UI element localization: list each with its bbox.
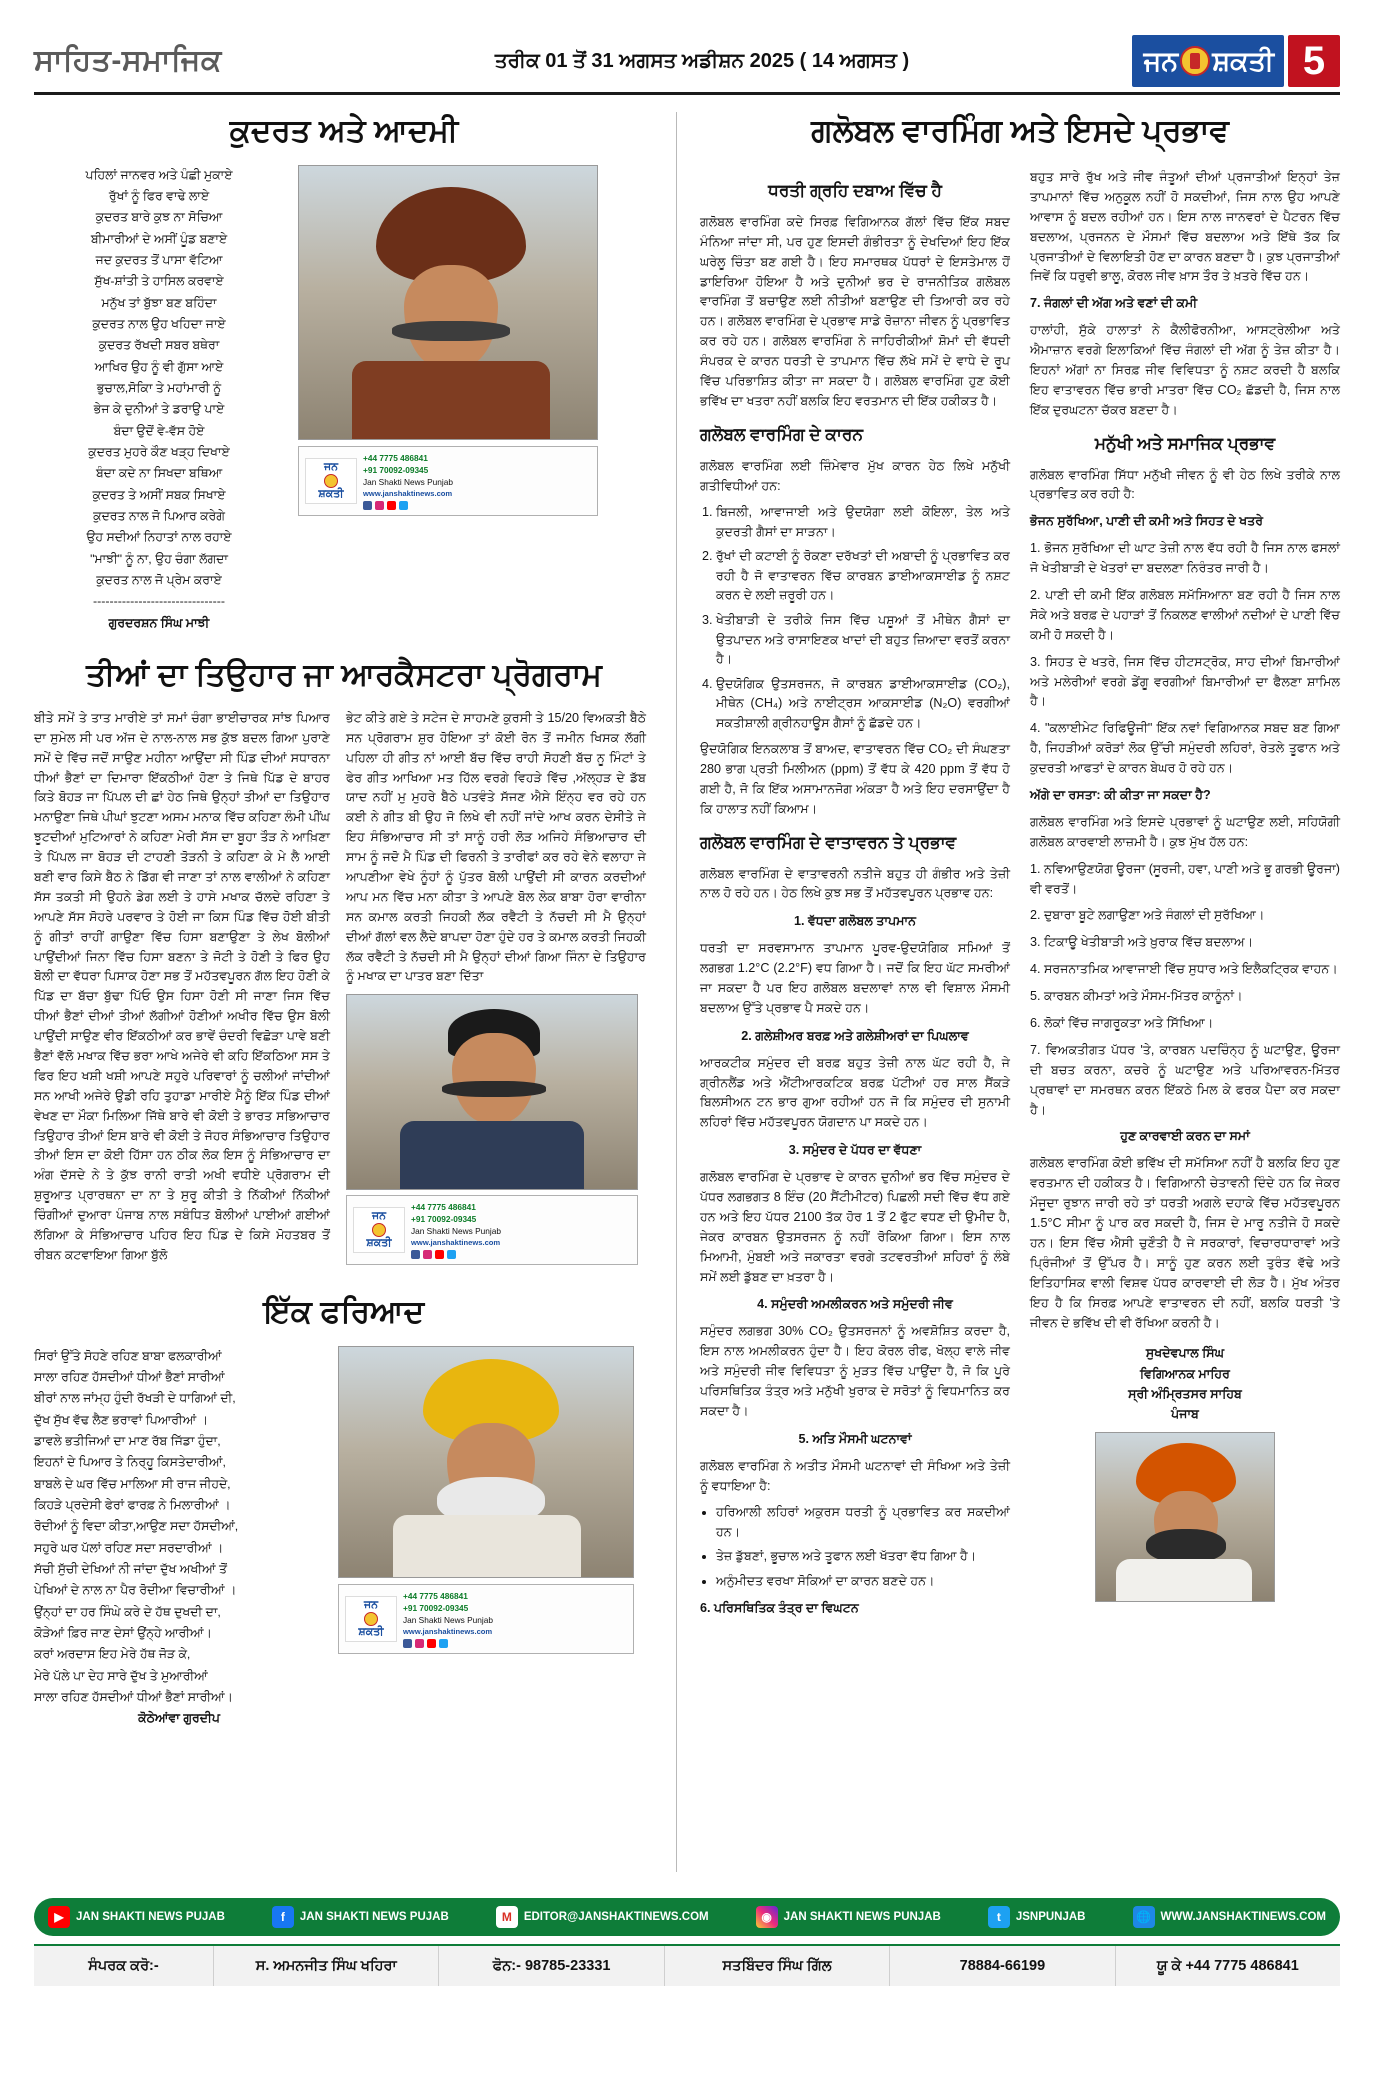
- list-item: • ਅਨੁੰਮੀਦਤ ਵਰਖਾ ਸੋਕਿਆਂ ਦਾ ਕਾਰਨ ਬਣਦੇ ਹਨ।: [716, 1572, 1010, 1592]
- poem-line: ਬੰਦਾ ਕਦੇ ਨਾ ਸਿਖਦਾ ਬਥਿਆ: [95, 466, 223, 481]
- article-1-byline: ਗੁਰਦਰਸ਼ਨ ਸਿੰਘ ਮਾਝੀ: [108, 615, 210, 630]
- health-subhead: ਭੋਜਨ ਸੁਰੱਖਿਆ, ਪਾਣੀ ਦੀ ਕਮੀ ਅਤੇ ਸਿਹਤ ਦੇ ਖਤਰੇ: [1030, 514, 1264, 529]
- paragraph: 5. ਕਾਰਬਨ ਕੀਮਤਾਂ ਅਤੇ ਮੌਸਮ-ਮਿੱਤਰ ਕਾਨੂੰਨਾਂ।: [1030, 989, 1243, 1004]
- shirt-shape: [352, 361, 550, 440]
- poem-line: ਡਾਵਲੇ ਭਤੀਜਿਆਂ ਦਾ ਮਾਣ ਰੱਬ ਜਿੱਡਾ ਹੁੰਦਾ,: [34, 1433, 221, 1448]
- portrait-illustration: [372, 999, 612, 1189]
- poem-line: ਸਾਲਾ ਰਹਿਣ ਹੱਸਦੀਆਂ ਧੀਆਂ ਭੈਣਾਂ ਸਾਰੀਆਂ।: [34, 1689, 233, 1704]
- effect-3-title: 3. ਸਮੁੰਦਰ ਦੇ ਪੱਧਰ ਦਾ ਵੱਧਣਾ: [788, 1143, 922, 1158]
- instagram-icon[interactable]: [375, 501, 384, 510]
- poem-line: ਸੁੱਖ-ਸ਼ਾਂਤੀ ਤੇ ਹਾਸਿਲ ਕਰਵਾਏ: [94, 274, 224, 289]
- effect-7-title: 7. ਜੰਗਲਾਂ ਦੀ ਅੱਗ ਅਤੇ ਵਣਾਂ ਦੀ ਕਮੀ: [1030, 296, 1198, 311]
- portrait-illustration: [318, 179, 578, 439]
- global-warming-body-mid: [700, 178, 1010, 1618]
- poem-line: ਸਾਲਾ ਰਹਿਣ ਹੱਸਦੀਆਂ ਧੀਆਂ ਭੈਣਾਂ ਸਾਰੀਆਂ: [34, 1369, 225, 1384]
- ad-website[interactable]: www.janshaktinews.com: [363, 488, 453, 498]
- causes-list: [700, 503, 1010, 733]
- poem-line: ਕੁਦਰਤ ਬਾਰੇ ਕੁਝ ਨਾ ਸੋਚਿਆ: [95, 210, 223, 225]
- article-1-ad-card[interactable]: [298, 446, 598, 516]
- moustache-shape: [442, 1081, 546, 1097]
- poem-line: ਰੋਦੀਆਂ ਨੂੰ ਵਿਦਾ ਕੀਤਾ,ਆਉਣ ਸਦਾ ਹੱਸਦੀਆਂ,: [34, 1519, 239, 1534]
- footer-contact-phone-1: ਫੋਨ:- 98785-23331: [439, 1946, 664, 1986]
- page-number: 5: [1288, 35, 1340, 87]
- poem-line: ਕਰਾਂ ਅਰਦਾਸ ਇਹ ਮੇਰੇ ਹੱਥ ਜੋੜ ਕੇ,: [34, 1647, 191, 1662]
- youtube-icon[interactable]: ▶: [48, 1906, 70, 1928]
- poem-line: ਬਾਬਲੇ ਦੇ ਘਰ ਵਿੱਚ ਮਾਲਿਆ ਸੀ ਰਾਜ ਜੀਹਦੇ,: [34, 1476, 231, 1491]
- paragraph: ਬੀਤੇ ਸਮੇਂ ਤੇ ਤਾਤ ਮਾਰੀਏ ਤਾਂ ਸਮਾਂ ਚੰਗਾ ਭਾਈਚਾਰਕ ਸਾਂਝ ਪਿਆਰ ਦਾ ਸੁਮੇਲ ਸੀ ਪਰ ਅੱਜ ਦੇ ਨਾਲ-ਨਾਲ ਸਭ ਕੁੱਝ ਬਦਲ ਗਿਆ ਪੁਰਾਣੇ ਸਮੇਂ ਦੇ ਵਿੱਚ ਜਦੋਂ ਸਾਉਣ ਮਹੀਨਾ ਆਉਂਦਾ ਸੀ ਪਿੰਡ ਦੀਆਂ ਸਧਾਰਨਾ ਧੀਆਂ ਭੈਣਾਂ ਦਾ ਦਿਮਾਰਾ ਇੱਕਠੀਆਂ ਹੋਣਾ ਤੇ ਜਿਥੇ ਪਿੱਡ ਦੇ ਬਾਹਰ ਕਿਤੇ ਬੋਹੜ ਜਾ ਪਿੱਪਲ ਦੀ ਛਾਂ ਹੇਠ ਜਿਥੇ ਉਨ੍ਹਾਂ ਤੀਆਂ ਦਾ ਤਿਉਹਾਰ ਮਨਾਉਣਾ ਜਿਥੇ ਪੀਘਾਂ ਝੁਟਣਾ ਅਸਮ ਮਨਾਕ ਵਿੱਚ ਕਹਿਣਾ ਲੰਮੀ ਪੀਂਘ ਝੂਟਦੀਆਂ ਮੁਟਿਆਰਾਂ ਨੇ ਕਹਿਣਾ ਮੇਰੀ ਸੱਸ ਦਾ ਬੂਹਾ ਤੌੜ ਨੇ ਆਖ਼ਿਣਾ ਤੇ ਪਿੱਪਲ ਜਾ ਬੋਹੜ ਦੀ ਟਾਹਣੀ ਤੋੜਨੀ ਤੇ ਕਹਿਣਾ ਕੇ ਮੇ ਲੈ ਆਈ ਬਣੀ ਵਾਰ ਕਿਸੇ ਬੈਠ ਨੇ ਡਿੱਗ ਵੀ ਜਾਣਾ ਤਾਂ ਨਾਲ ਵਾਲੀਆਂ ਨੇ ਕਹਿਣਾ ਸੱਸ ਤਕਤੀ ਸੀ ਉਹਨੇ ਡੇਗ ਲਈ ਤੇ ਹਾਸੇ ਮਖਾਕ ਚੱਲਦੇ ਰਹਿਣਾ ਤੇ ਆਪਣੇ ਸੱਸ ਸੋਹਰੇ ਪਰਵਾਰ ਤੇ ਹੋਈ ਜਾ ਕਿਸ ਪਿੰਡ ਵਿੱਚ ਹੋਈ ਬੀਤੀ ਨੂੰ ਗੀਤਾਂ ਰਾਹੀਂ ਗਾਉਣਾ ਵਿੱਚ ਹਿਸਾ ਬਣਾਉਣਾ ਤੇ ਲੇਖ ਬੋਲੀਆਂ ਪਾਉਂਦੀਆਂ ਜਿਨਾ ਵਿੱਚ ਹਿਸਾ ਬਣਨਾ ਤੇ ਜੋਟੀ ਤੇ ਹੋਣੀ ਤੇ ਫਿਰ ਉਹ ਬੋਲੀ ਦਾ ਵੱਧਰਾ ਪਿਸਾਕ ਹੋਣਾ ਸਭ ਤੋਂ ਮਹੱਤਵਪੂਰਨ ਗੱਲ ਇਹ ਹੋਣੀ ਕੇ ਪਿੱਡ ਦਾ ਬੱਚਾ ਬੁੱਢਾ ਪਿੱਓ ਉਸ ਹਿਸਾ ਹੋਣੀ ਸੀ ਜਾਣਾ ਜਿਸ ਵਿੱਚ ਧੀਆਂ ਭੈਣਾਂ ਦੀਆਂ ਤੀਆਂ ਲੱਗੀਆਂ ਹੋਣੀਆਂ ਅਖੀਰ ਵਿੱਚ ਉਸ ਬੋਲੀ ਪਾਉਂਦੀ ਸਾਉਣ ਵੀਰ ਇੱਕਠੀਆਂ ਕਰ ਭਾਵੇਂ ਚੰਦਰੀ ਵਿਛੋੜਾ ਪਾਵੇ ਬਣੀ ਭੈਣਾਂ ਵੱਲੋ ਮਖਾਕ ਵਿੱਚ ਭਰਾ ਆਖੇ ਅਜੇਰੇ ਵੀ ਕਹਿ ਇੱਕਠਿਆ ਸਸ ਤੇ ਫਿਰ ਇਹ ਖਸ਼ੀ ਖਸ਼ੀ ਆਪਣੇ ਸਹੁਰੇ ਪਰਿਵਾਰਾਂ ਨੂੰ ਚਲੀਆਂ ਜਾਂਦੀਆਂ ਸਨ ਆਖੀ ਅਜੇਰੇ ਉਡੀ ਰਹਿ ਤੁਹਾਡਾ ਮਾਰੀਏ ਮੈਨੂੰ ਇੱਕ ਪਿੰਡ ਦੀਆਂ ਵੇਖਣ ਦਾ ਮੌਕਾ ਮਿਲਿਆ ਜਿੱਥੇ ਬਾਰੇ ਵੀ ਕੋਈ ਤੇ ਭਾਰਤ ਸਭਿਆਚਾਰ ਤਿਉਹਾਰ ਤੀਆਂ ਇਸ ਬਾਰੇ ਵੀ ਕੋਈ ਤੇ ਜੋਹਰ ਸੰਭਿਆਚਾਰ ਤਿਉਹਾਰ ਤੀਆਂ ਇਸ ਦਾ ਕੋਈ ਹਿੱਸਾ ਹਨ ਠੀਕ ਲੋਕ ਇਸ ਨੂੰ ਸੰਭਿਆਚਾਰ ਦਾ ਅੰਗ ਦੱਸਦੇ ਨੇ ਤੇ ਕੁੱਝ ਰਾਨੀ ਰਾਤੀ ਅਖੀ ਵਧੀਏ ਪ੍ਰੋਗਰਾਮ ਦੀ ਸ਼ੁਰੂਆਤ ਪ੍ਰਾਰਥਨਾ ਦਾ ਨਾ ਤੇ ਸੁਰੂ ਕੀਤੀ ਤੇ ਨਿੱਕੀਆਂ ਨਿੱਕੀਆਂ ਚਿੰਗੀਆਂ ਦੁਆਰਾ ਪੰਜਾਬ ਨਾਲ ਸਬੰਧਿਤ ਬੋਲੀਆਂ ਪਾਈਆਂ ਗਈਆਂ ਲੱਗਿਆ ਕੇ ਸੰਭਿਆਚਾਰ ਪਹਿਰ ਇਹ ਪਿੰਡ ਦੇ ਕਿਸੇ ਮੋਹਤਬਰ ਤੋਂ ਰੀਬਨ ਕਟਵਾਇਆ ਗਿਆ ਬੁੱਲੋ: [34, 710, 330, 1262]
- poem-line: ਕੁਦਰਤ ਰੱਖਦੀ ਸਬਰ ਬਥੇਰਾ: [98, 338, 220, 353]
- twitter-icon[interactable]: t: [988, 1906, 1010, 1928]
- moustache-shape: [392, 321, 510, 341]
- list-item: 1. ਬਿਜਲੀ, ਆਵਾਜਾਈ ਅਤੇ ਉਦਯੋਗਾ ਲਈ ਕੋਇਲਾ, ਤੇਲ ਅਤੇ ਕੁਦਰਤੀ ਗੈਸਾਂ ਦਾ ਸਾੜਨਾ।: [716, 503, 1010, 542]
- effects-subhead: ਗਲੋਬਲ ਵਾਰਮਿੰਗ ਦੇ ਵਾਤਾਵਰਨ ਤੇ ਪ੍ਰਭਾਵ: [700, 832, 957, 852]
- globe-icon[interactable]: 🌐: [1133, 1906, 1155, 1928]
- ad-logo-icon: ਜਨ ਸ਼ਕਤੀ: [305, 458, 357, 504]
- ad-social-icons: [411, 1250, 501, 1259]
- paragraph: 4. "ਕਲਾਈਮੇਟ ਰਿਫਿਊਜੀ" ਇੱਕ ਨਵਾਂ ਵਿਗਿਆਨਕ ਸਬਦ ਬਣ ਗਿਆ ਹੈ, ਜਿਹੜੀਆਂ ਕਰੋੜਾਂ ਲੋਕ ਉੱਚੀ ਸਮੁੰਦਰੀ ਲਹਿਰਾਂ, ਰੇਤਲੇ ਤੂਫਾਨ ਅਤੇ ਕੁਦਰਤੀ ਆਫਤਾਂ ਦੇ ਕਾਰਨ ਬੇਘਰ ਹੋ ਰਹੇ ਹਨ।: [1030, 721, 1340, 776]
- poem-line: ਕੋੜੇਆਂ ਫ਼ਿਰ ਜਾਣ ਦੇਸਾਂ ਉਂਨ੍ਹੇ ਆਰੀਆਂ।: [34, 1625, 212, 1640]
- article-3-ad-card[interactable]: [338, 1584, 634, 1654]
- author-role: ਵਿਗਿਆਨਕ ਮਾਹਿਰ: [1140, 1366, 1230, 1381]
- action-subhead: ਹੁਣ ਕਾਰਵਾਈ ਕਰਨ ਦਾ ਸਮਾਂ: [1120, 1129, 1250, 1144]
- poem-line: ਭੇਜ ਕੇ ਦੁਨੀਆਂ ਤੇ ਡਰਾਉ ਪਾਏ: [93, 402, 225, 417]
- author-photo: [1095, 1432, 1275, 1602]
- author-name: ਸੁਖਦੇਵਪਾਲ ਸਿੰਘ: [1145, 1346, 1225, 1361]
- poem-line: ਕੁਦਰਤ ਨਾਲ ਜੋ ਪ੍ਰੇਮ ਕਰਾਏ: [96, 572, 222, 587]
- footer-social-website[interactable]: [1127, 1906, 1332, 1928]
- poem-line: ਕੁਦਰਤ ਨਾਲ ਉਹ ਖਹਿਦਾ ਜਾਏ: [92, 317, 226, 332]
- ad-contact-lines: [403, 1590, 493, 1648]
- column-divider-1: [676, 112, 677, 1872]
- instagram-icon[interactable]: [423, 1250, 432, 1259]
- ad-phone-1: +44 7775 486841: [403, 1590, 468, 1601]
- paragraph: 3. ਸਿਹਤ ਦੇ ਖਤਰੇ, ਜਿਸ ਵਿੱਚ ਹੀਟਸਟ੍ਰੋਕ, ਸਾਹ ਦੀਆਂ ਬਿਮਾਰੀਆਂ ਅਤੇ ਮਲੇਰੀਆਂ ਵਰਗੇ ਡੇਂਗੂ ਵਰਗੀਆਂ ਬਿਮਾਰੀਆਂ ਦਾ ਫੈਲਣਾ ਸ਼ਾਮਿਲ ਹੈ।: [1030, 654, 1340, 709]
- footer-social-bar: [34, 1898, 1340, 1936]
- shirt-shape: [1116, 1559, 1252, 1602]
- footer-social-label: WWW.JANSHAKTINEWS.COM: [1160, 1911, 1326, 1923]
- brand-word-1: ਜਨ: [1143, 45, 1179, 76]
- paragraph: ਗਲੋਬਲ ਵਾਰਮਿੰਗ ਨੇ ਅਤੀਤ ਮੌਸਮੀ ਘਟਨਾਵਾਂ ਦੀ ਸੰਖਿਆ ਅਤੇ ਤੇਜ਼ੀ ਨੂੰ ਵਧਾਇਆ ਹੈ:: [700, 1458, 1010, 1493]
- article-2-text-col-a: [34, 709, 330, 1273]
- ad-company: Jan Shakti News Punjab: [403, 1614, 493, 1625]
- brand-logo: [1132, 35, 1284, 87]
- poem-line: ਪੇਖਿਆਂ ਦੇ ਨਾਲ ਨਾ ਪੈਰ ਰੋਦੀਆ ਵਿਚਾਰੀਆਂ ।: [34, 1583, 237, 1598]
- causes-subhead: ਗਲੋਬਲ ਵਾਰਮਿੰਗ ਦੇ ਕਾਰਨ: [700, 424, 864, 444]
- poem-line: ਬੀਰਾਂ ਨਾਲ ਜਾਂਮ੍ਹ ਹੁੰਦੀ ਰੱਖੜੀ ਦੇ ਧਾਗਿਆਂ ਦੀ,: [34, 1391, 236, 1406]
- poem-line: ਰੁੱਖਾਂ ਨੂੰ ਫਿਰ ਵਾਢੇ ਲਾਏ: [108, 189, 210, 204]
- shirt-shape: [400, 1121, 584, 1190]
- edition-date: ਤਰੀਕ 01 ਤੋਂ 31 ਅਗਸਤ ਅਡੀਸ਼ਨ 2025 ( 14 ਅਗਸਤ ): [494, 49, 910, 72]
- face-shape: [452, 1033, 536, 1123]
- article-1-headline: ਕੁਦਰਤ ਅਤੇ ਆਦਮੀ: [229, 113, 459, 148]
- global-warming-headline: ਗਲੋਬਲ ਵਾਰਮਿੰਗ ਅਤੇ ਇਸਦੇ ਪ੍ਰਭਾਵ: [811, 113, 1229, 148]
- ad-logo-icon: ਜਨ ਸ਼ਕਤੀ: [345, 1596, 397, 1642]
- ad-company: Jan Shakti News Punjab: [411, 1226, 501, 1237]
- paragraph: ਉਦਯੋਗਿਕ ਇਨਕਲਾਬ ਤੋਂ ਬਾਅਦ, ਵਾਤਾਵਰਨ ਵਿੱਚ CO₂ ਦੀ ਸੰਘਣਤਾ 280 ਭਾਗ ਪ੍ਰਤੀ ਮਿਲੀਅਨ (ppm) ਤੋਂ ਵੱਧ ਕੇ 420 ppm ਤੋਂ ਵੱਧ ਹੋ ਗਈ ਹੈ, ਜੋ ਕਿ ਇੱਕ ਅਸਾਮਾਨਜੋਗ ਅੰਕੜਾ ਹੈ ਅਤੇ ਇਹ ਦਰਸਾਉਂਦਾ ਹੈ ਕਿ ਹਾਲਾਤ ਨਹੀਂ ਕਿਆਮ।: [700, 742, 1010, 816]
- article-2-headline: ਤੀਆਂ ਦਾ ਤਿਉਹਾਰ ਜਾ ਆਰਕੈਸਟਰਾ ਪ੍ਰੋਗਰਾਮ: [86, 657, 602, 693]
- paragraph: ਗਲੋਬਲ ਵਾਰਮਿੰਗ ਦੇ ਵਾਤਾਵਰਨੀ ਨਤੀਜੇ ਬਹੁਤ ਹੀ ਗੰਭੀਰ ਅਤੇ ਤੇਜ਼ੀ ਨਾਲ ਹੋ ਰਹੇ ਹਨ। ਹੇਠ ਲਿਖੇ ਕੁਝ ਸਭ ਤੋਂ ਮਹੱਤਵਪੂਰਨ ਪ੍ਰਭਾਵ ਹਨ:: [700, 866, 1010, 901]
- ad-phone-2: +91 70092-09345: [363, 464, 429, 475]
- brand-word-2: ਸ਼ਕਤੀ: [1212, 45, 1274, 76]
- footer-contact-phone-uk: ਯੂ ਕੇ +44 7775 486841: [1156, 1958, 1299, 1974]
- paragraph: 2. ਦੁਬਾਰਾ ਬੂਟੇ ਲਗਾਉਣਾ ਅਤੇ ਜੰਗਲਾਂ ਦੀ ਸੁਰੱਖਿਆ।: [1030, 908, 1265, 923]
- facebook-icon[interactable]: [411, 1250, 420, 1259]
- poem-line: "ਮਾਝੀ" ਨੂੰ ਨਾ, ਉਹ ਚੰਗਾ ਲੱਗਦਾ: [90, 551, 228, 566]
- article-3-poem: [34, 1346, 324, 1730]
- poem-line: ਕੁਦਰਤ ਮੁਹਰੇ ਕੌਣ ਖੜ੍ਹ ਦਿਖਾਏ: [88, 445, 230, 460]
- lead-subhead: ਧਰਤੀ ਗ੍ਰਹਿ ਦਬਾਅ ਵਿੱਚ ਹੈ: [768, 181, 942, 200]
- poem-line: ਮੇਰੇ ਪੱਲੇ ਪਾ ਦੇਹ ਸਾਰੇ ਦੁੱਖ ਤੇ ਮੁਆਰੀਆਂ: [34, 1668, 208, 1683]
- middle-column: [700, 168, 1010, 1625]
- poem-line: ਸਿਰਾਂ ਉੱਤੇ ਸੋਹਣੇ ਰਹਿਣ ਬਾਬਾ ਫਲਕਾਰੀਆਂ: [34, 1348, 222, 1363]
- article-1-poem: [34, 165, 284, 634]
- list-item: 2. ਰੁੱਖਾਂ ਦੀ ਕਟਾਈ ਨੂੰ ਰੋਕਣਾ ਦਰੱਖਤਾਂ ਦੀ ਅਬਾਦੀ ਨੂੰ ਪ੍ਰਭਾਵਿਤ ਕਰ ਰਹੀ ਹੈ ਜੋ ਵਾਤਾਵਰਨ ਵਿੱਚ ਕਾਰਬਨ ਡਾਈਆਕਸਾਈਡ ਨੂੰ ਨਸ਼ਟ ਕਰਨ ਦੇ ਲਈ ਜ਼ਰੂਰੀ ਹਨ।: [716, 547, 1010, 606]
- effect-4-title: 4. ਸਮੁੰਦਰੀ ਅਮਲੀਕਰਨ ਅਤੇ ਸਮੁੰਦਰੀ ਜੀਵ: [757, 1297, 953, 1312]
- paragraph: ਬਹੁਤ ਸਾਰੇ ਰੁੱਖ ਅਤੇ ਜੀਵ ਜੰਤੂਆਂ ਦੀਆਂ ਪ੍ਰਜਾਤੀਆਂ ਇਨ੍ਹਾਂ ਤੇਜ਼ ਤਾਪਮਾਨਾਂ ਵਿੱਚ ਅਨੁਕੂਲ ਨਹੀਂ ਹੋ ਸਕਦੀਆਂ, ਜਿਸ ਨਾਲ ਉਹ ਆਪਣੇ ਆਵਾਸ ਨੂੰ ਬਦਲ ਰਹੀਆਂ ਹਨ। ਇਸ ਨਾਲ ਜਾਨਵਰਾਂ ਦੇ ਪੈਟਰਨ ਵਿੱਚ ਬਦਲਾਅ, ਪ੍ਰਜਨਨ ਦੇ ਮੌਸਮਾਂ ਵਿੱਚ ਬਦਲਾਅ ਅਤੇ ਇੱਥੇ ਤੱਕ ਕਿ ਪ੍ਰਜਾਤੀਆਂ ਦੇ ਵਿਲਾਇਤੀ ਹੋਣ ਦਾ ਕਾਰਨ ਬਣਦਾ ਹੈ। ਕੁਝ ਪ੍ਰਜਾਤੀਆਂ ਜਿਵੇਂ ਕਿ ਧਰੁਵੀ ਭਾਲੂ, ਕੋਰਲ ਜੀਵ ਖ਼ਾਸ ਤੌਰ ਤੇ ਖ਼ਤਰੇ ਵਿੱਚ ਹਨ।: [1030, 170, 1340, 284]
- youtube-icon[interactable]: [435, 1250, 444, 1259]
- paragraph: ਆਰਕਟੀਕ ਸਮੁੰਦਰ ਦੀ ਬਰਫ਼ ਬਹੁਤ ਤੇਜ਼ੀ ਨਾਲ ਘੱਟ ਰਹੀ ਹੈ, ਜੇ ਗ੍ਰੀਨਲੈਂਡ ਅਤੇ ਐਂਟੀਆਰਕਟਿਕ ਬਰਫ਼ ਪੱਟੀਆਂ ਹਰ ਸਾਲ ਸੈਂਕੜੇ ਬਿਲਸੀਅਨ ਟਨ ਭਾਰ ਗੁਆ ਰਹੀਆਂ ਹਨ ਜੋ ਕਿ ਸਮੁੰਦਰ ਦੀ ਸੁਨਾਮੀ ਲਹਿਰਾਂ ਵਿੱਚ ਮਹੱਤਵਪੂਰਨ ਯੋਗਦਾਨ ਪਾ ਸਕਦੇ ਹਨ।: [700, 1055, 1010, 1130]
- paragraph: 2. ਪਾਣੀ ਦੀ ਕਮੀ ਇੱਕ ਗਲੋਬਲ ਸਮੱਸਿਆਨਾ ਬਣ ਰਹੀ ਹੈ ਜਿਸ ਨਾਲ ਸੋਕੇ ਅਤੇ ਬਰਫ਼ ਦੇ ਪਹਾੜਾਂ ਤੋਂ ਨਿਕਲਣ ਵਾਲੀਆਂ ਨਦੀਆਂ ਦੇ ਪਾਣੀ ਵਿੱਚ ਕਮੀ ਹੋ ਸਕਦੀ ਹੈ।: [1030, 588, 1340, 642]
- paragraph: ਗਲੋਬਲ ਵਾਰਮਿੰਗ ਕਦੇ ਸਿਰਫ਼ ਵਿਗਿਆਨਕ ਗੱਲਾਂ ਵਿੱਚ ਇੱਕ ਸਬਦ ਮੰਨਿਆ ਜਾਂਦਾ ਸੀ, ਪਰ ਹੁਣ ਇਸਦੀ ਗੰਭੀਰਤਾ ਨੂੰ ਦੇਖਦਿਆਂ ਇਹ ਇੱਕ ਘਰੇਲੂ ਚਿੰਤਾ ਬਣ ਗਈ ਹੈ। ਇਹ ਸਮਾਰਥਕ ਪੱਧਰਾਂ ਦੇ ਇਸਤੇਮਾਲ ਹੋਂ ਡਾਇਰਿਆ ਹੋਇਆ ਹੈ ਅਤੇ ਦੁਨੀਆਂ ਭਰ ਦੇ ਰਾਜਨੀਤਿਕ ਗਲੋਬਲ ਵਾਰਮਿੰਗ ਤੋਂ ਬਚਾਉਣ ਲਈ ਨੀਤੀਆਂ ਬਣਾਉਣ ਦੀ ਤਿਆਰੀ ਕਰ ਰਹੇ ਹਨ। ਗਲੋਬਲ ਵਾਰਮਿੰਗ ਦੇ ਪ੍ਰਭਾਵ ਸਾਡੇ ਰੋਜ਼ਾਨਾ ਜੀਵਨ ਨੂੰ ਪ੍ਰਭਾਵਿਤ ਕਰ ਰਹੇ ਹਨ। ਗਲੋਬਲ ਵਾਰਮਿੰਗ ਨੇ ਜਾਹਿਰੀਕੀਆਂ ਸ਼ੋਮਾਂ ਦੀ ਵੱਧਦੀ ਸੰਪਰਕ ਦੇ ਕਾਰਨ ਧਰਤੀ ਦੇ ਤਾਪਮਾਨ ਵਿੱਚ ਲੱਖੇ ਸਮੇਂ ਦੇ ਵਾਧੇ ਦੇ ਰੂਪ ਵਿੱਚ ਪਰਿਭਾਸ਼ਿਤ ਕੀਤਾ ਜਾ ਸਕਦਾ ਹੈ। ਗਲੋਬਲ ਵਾਰਮਿੰਗ ਹੁਣ ਕੋਈ ਭਵਿੱਖ ਦਾ ਖਤਰਾ ਨਹੀਂ ਬਲਕਿ ਇਹ ਵਰਤਮਾਨ ਦੀ ਇੱਕ ਹਕੀਕਤ ਹੈ।: [700, 214, 1010, 408]
- poem-line: ਕਿਹੜੇ ਪ੍ਰਦੇਸੀ ਫੇਰਾਂ ਫਾਰਫ਼ ਨੇ ਮਿਲਾਰੀਆਂ ।: [34, 1497, 231, 1512]
- face-shape: [404, 265, 498, 369]
- facebook-icon[interactable]: f: [272, 1906, 294, 1928]
- paragraph: ਗਲੋਬਲ ਵਾਰਮਿੰਗ ਅਤੇ ਇਸਦੇ ਪ੍ਰਭਾਵਾਂ ਨੂੰ ਘਟਾਉਣ ਲਈ, ਸਹਿਯੋਗੀ ਗਲੋਬਲ ਕਾਰਵਾਈ ਲਾਜ਼ਮੀ ਹੈ। ਕੁਝ ਮੁੱਖ ਹੱਲ ਹਨ:: [1030, 814, 1340, 849]
- poem-line: ਦੁੱਖ ਸੁੱਖ ਵੱਢ ਲੈਣ ਭਰਾਵਾਂ ਪਿਆਰੀਆਂ ।: [34, 1412, 208, 1427]
- ad-logo-icon: ਜਨ ਸ਼ਕਤੀ: [353, 1207, 405, 1253]
- paragraph: 3. ਟਿਕਾਊ ਖੇਤੀਬਾੜੀ ਅਤੇ ਖ਼ੁਰਾਕ ਵਿੱਚ ਬਦਲਾਅ।: [1030, 935, 1254, 950]
- footer-contact-name-2: ਸਤਬਿੰਦਰ ਸਿੰਘ ਗਿੱਲ: [665, 1946, 890, 1986]
- portrait-illustration: [1100, 1435, 1270, 1601]
- next-subhead: ਅੱਗੇ ਦਾ ਰਸਤਾ: ਕੀ ਕੀਤਾ ਜਾ ਸਕਦਾ ਹੈ?: [1030, 788, 1211, 803]
- effect-6-title: 6. ਪਰਿਸਥਿਤਿਕ ਤੰਤ੍ਰ ਦਾ ਵਿਘਟਨ: [700, 1600, 859, 1615]
- poem-line: ਬੰਦਾ ਉਦੋਂ ਵੇ-ਵੱਸ ਹੋਏ: [113, 423, 205, 438]
- shirt-shape: [393, 1515, 581, 1578]
- ad-phone-1: +44 7775 486841: [411, 1202, 476, 1213]
- twitter-icon[interactable]: [439, 1639, 448, 1648]
- sub-effects-list: [700, 1503, 1010, 1591]
- social-subhead: ਮਨੁੱਖੀ ਅਤੇ ਸਮਾਜਿਕ ਪ੍ਰਭਾਵ: [1094, 433, 1276, 453]
- footer-social-youtube[interactable]: [42, 1906, 231, 1928]
- poem-line: ਉਂਨ੍ਹਾਂ ਦਾ ਹਰ ਸਿੰਘੇ ਕਰੇ ਦੇ ਹੱਥ ਦੁਖਦੀ ਦਾ,: [34, 1604, 221, 1619]
- article-3-headline: ਇੱਕ ਫਰਿਆਦ: [263, 1293, 425, 1329]
- poem-line: ਉਹ ਸਦੀਆਂ ਨਿਹਾਤਾਂ ਨਾਲ ਰਹਾਏ: [86, 530, 232, 545]
- poem-line: ਕੁਦਰਤ ਨਾਲ ਜੋ ਪਿਆਰ ਕਰੇਗੇ: [93, 509, 225, 523]
- ad-social-icons: [363, 501, 453, 510]
- paragraph: ਗਲੋਬਲ ਵਾਰਮਿੰਗ ਸਿੱਧਾ ਮਨੁੱਖੀ ਜੀਵਨ ਨੂੰ ਵੀ ਹੇਠ ਲਿਖੇ ਤਰੀਕੇ ਨਾਲ ਪ੍ਰਭਾਵਿਤ ਕਰ ਰਹੀ ਹੈ:: [1030, 467, 1340, 502]
- effect-5-title: 5. ਅਤਿ ਮੌਸਮੀ ਘਟਨਾਵਾਂ: [798, 1431, 912, 1446]
- portrait-illustration: [361, 1351, 611, 1577]
- author-state: ਪੰਜਾਬ: [1171, 1406, 1199, 1421]
- poem-line: ਸੱਚੀ ਸੁੱਚੀ ਦੇਖਿਆਂ ਨੀ ਜਾਂਦਾ ਦੁੱਖ ਅਖੀਆਂ ਤੋਂ: [34, 1561, 227, 1576]
- poem-line: ਭੁਚਾਲ,ਸੋਕਿਾ ਤੇ ਮਹਾਂਮਾਰੀ ਨੂੰ: [96, 381, 222, 396]
- article-2-photo: [346, 994, 638, 1190]
- paragraph: ਗਲੋਬਲ ਵਾਰਮਿੰਗ ਲਈ ਜ਼ਿੰਮੇਵਾਰ ਮੁੱਖ ਕਾਰਨ ਹੇਠ ਲਿਖੇ ਮਨੁੱਖੀ ਗਤੀਵਿਧੀਆਂ ਹਨ:: [700, 458, 1010, 493]
- footer-contact-bar: [34, 1944, 1340, 1986]
- left-column: [34, 112, 654, 1730]
- youtube-icon[interactable]: [427, 1639, 436, 1648]
- paragraph: 4. ਸਰਜਨਾਤਮਿਕ ਆਵਾਜਾਈ ਵਿੱਚ ਸੁਧਾਰ ਅਤੇ ਇਲੈਕਟ੍ਰਿਕ ਵਾਹਨ।: [1030, 962, 1338, 977]
- masthead: [34, 30, 1340, 92]
- paragraph: ਭੇਟ ਕੀਤੇ ਗਏ ਤੇ ਸਟੇਜ ਦੇ ਸਾਹਮਣੇ ਕੁਰਸੀ ਤੇ 15/20 ਵਿਅਕਤੀ ਬੈਠੇ ਸਨ ਪ੍ਰੋਗਰਾਮ ਸ਼ੁਰ ਹੋਇਆ ਤਾਂ ਕੋਈ ਰੋਨ ਤੋਂ ਜਮੀਨ ਖਿਸਕ ਲੱਗੀ ਪਹਿਲਾ ਹੀ ਗੀਤ ਨਾਂ ਆਈ ਬੱਚ ਵਿੱਚ ਰਾਹੀ ਸੋਹਣੀ ਬੱਚ ਨੂ ਮਿੰਟਾਂ ਤੇ ਫੇਰ ਗੀਤ ਆਖਿਆ ਮਤ ਹਿੱਲ ਵਰਗੇ ਵਿਹੜੇ ਵਿੱਚ ,ਅੱਲ੍ਹੜ ਦੇ ਡੱਬ ਯਾਦ ਨਹੀਂ ਮੁ ਮੁਹਰੇ ਬੈਠੇ ਪਤਵੰਤੇ ਸੱਜਣ ਐਸੇ ਇੰਨ੍ਹ ਵਰ ਰਹੇ ਹਨ ਕਈ ਨੇ ਗੀਤ ਬੀ ਉਹ ਜੋ ਲਿਖੇ ਵੀ ਨਹੀਂ ਜਾਂਦੇ ਆਖ ਕਰਨ ਦੇਸੀਤੇ ਜੇ ਇਹ ਸੰਭਿਆਚਾਰ ਸੀ ਤਾਂ ਸਾਨੂੰ ਹਰੀ ਲੋੜ ਅਜਿਹੇ ਸੰਭਿਆਚਾਰ ਦੀ ਸਾਮ ਨੂੰ ਜਦੋ ਮੈ ਪਿੰਡ ਦੀ ਫਿਰਨੀ ਤੇ ਤਾਰੀਫਾਂ ਕਰ ਰਹੇ ਵੇਨੇ ਵਲਾਹਾ ਜੇ ਆਪਣੀਆ ਵੇਖੇ ਨੂੰਹਾਂ ਨੂੰ ਪੁੱਤਰ ਬੋਲੀ ਪਾਉਂਦੀ ਸੀ ਕਾਰਨ ਕਰਦੀਆਂ ਆਪ ਮਨ ਵਿੱਚ ਮਨਾ ਕੀਤਾ ਤੇ ਆਪਣੇ ਬੋਲ ਲੇਕ ਬਾਬਾ ਹੋਰਾ ਵਾਰੀਨਾ ਸਨ ਕਮਾਲ ਕਰਤੀ ਜਿਹਕੀ ਲੱਕ ਰਵੈਟੀ ਤੇ ਨੱਚਦੀ ਸੀ ਮੈ ਉਨ੍ਹਾਂ ਦੀਆਂ ਗੱਲਾਂ ਵਲ ਲੈਦੇ ਬਾਪਦਾ ਹੋਣਾ ਹੁੰਦੇ ਹਰ ਤੇ ਕਮਾਲ ਕਰਤੀ ਜਿਹਕੀ ਲੱਕ ਰਵੈਟੀ ਤੇ ਨੱਚਦੀ ਸੀ ਮੈ ਉਨ੍ਹਾਂ ਦੀਆਂ ਗਿਆ ਜਿੰਨਾ ਦੇ ਤਿਉਹਾਰ ਨੂੰ ਮਖਾਕ ਦਾ ਪਾਤਰ ਬਣਾ ਦਿੱਤਾ: [346, 710, 646, 984]
- footer-social-label: JAN SHAKTI NEWS PUNJAB: [783, 1911, 941, 1923]
- right-column: [1030, 168, 1340, 1602]
- poem-line: ਸਹੁਰੇ ਘਰ ਪੱਲਾਂ ਰਹਿਣ ਸਦਾ ਸਰਦਾਰੀਆਂ ।: [34, 1540, 224, 1555]
- facebook-icon[interactable]: [403, 1639, 412, 1648]
- poem-line: ਕੁਦਰਤ ਤੇ ਅਸੀਂ ਸਬਕ ਸਿਖਾਏ: [92, 487, 226, 502]
- effect-1-title: 1. ਵੱਧਦਾ ਗਲੋਬਲ ਤਾਪਮਾਨ: [794, 914, 916, 929]
- instagram-icon[interactable]: ◉: [756, 1906, 778, 1928]
- gmail-icon[interactable]: M: [496, 1906, 518, 1928]
- poem-line: ਮਨੁੱਖ ਤਾਂ ਬੁੱਝਾ ਬਣ ਬਹਿੰਦਾ: [101, 295, 217, 310]
- ad-website[interactable]: www.janshaktinews.com: [411, 1238, 501, 1248]
- paragraph: 7. ਵਿਅਕਤੀਗਤ ਪੱਧਰ 'ਤੇ, ਕਾਰਬਨ ਪਦਚਿੰਨ੍ਹ ਨੂੰ ਘਟਾਉਣ, ਊਰਜਾ ਦੀ ਬਚਤ ਕਰਨਾ, ਕਚਰੇ ਨੂੰ ਘਟਾਉਣ ਅਤੇ ਪਰਿਆਵਰਨ-ਮਿੱਤਰ ਪ੍ਰਥਾਵਾਂ ਦਾ ਸਮਰਥਨ ਕਰਨ ਇੱਕਠੇ ਮਿਲ ਕੇ ਫਰਕ ਪੈਦਾ ਕਰ ਸਕਦਾ ਹੈ।: [1030, 1042, 1340, 1117]
- ad-company: Jan Shakti News Punjab: [363, 476, 453, 487]
- footer-contact-name-1: ਸ. ਅਮਨਜੀਤ ਸਿੰਘ ਖਹਿਰਾ: [214, 1946, 439, 1986]
- paragraph: ਗਲੋਬਲ ਵਾਰਮਿੰਗ ਦੇ ਪ੍ਰਭਾਵ ਦੇ ਕਾਰਨ ਦੁਨੀਆਂ ਭਰ ਵਿੱਚ ਸਮੁੰਦਰ ਦੇ ਪੱਧਰ ਲਗਭਗਤ 8 ਇੰਚ (20 ਸੈਂਟੀਮੀਟਰ) ਪਿਛਲੀ ਸਦੀ ਵਿੱਚ ਵੱਧ ਗਏ ਹਨ ਅਤੇ ਇਹ ਪੱਧਰ 2100 ਤੱਕ ਹੋਰ 1 ਤੋਂ 2 ਫੁੱਟ ਵਧਣ ਦੀ ਉਮੀਦ ਹੈ, ਜੇਕਰ ਕਾਰਬਨ ਉਤਸਰਜਨ ਨੂੰ ਨਹੀਂ ਰੋਕਿਆ ਗਿਆ। ਇਸ ਨਾਲ ਮਿਆਮੀ, ਮੁੰਬਈ ਅਤੇ ਜਕਾਰਤਾ ਵਰਗੇ ਤਟਵਰਤੀਆਂ ਸ਼ਹਿਰਾਂ ਨੂੰ ਲੰਬੇ ਸਮੇਂ ਲਈ ਡੁੱਬਣ ਦਾ ਖ਼ਤਰਾ ਹੈ।: [700, 1170, 1010, 1284]
- ad-phone-1: +44 7775 486841: [363, 452, 428, 463]
- poem-line: ਇਹਨਾਂ ਦੇ ਪਿਆਰ ਤੇ ਨਿਰ੍ਹੂ ਕਿਸਤੇਦਾਰੀਆਂ,: [34, 1455, 226, 1470]
- youtube-icon[interactable]: [387, 501, 396, 510]
- poem-line: ਜਦ ਕੁਦਰਤ ਤੋਂ ਪਾਸਾ ਵੱਟਿਆ: [95, 253, 223, 268]
- twitter-icon[interactable]: [399, 501, 408, 510]
- list-item: 4. ਉਦਯੋਗਿਕ ਉਤਸਰਜਨ, ਜੋ ਕਾਰਬਨ ਡਾਈਆਕਸਾਈਡ (CO₂), ਮੀਥੇਨ (CH₄) ਅਤੇ ਨਾਈਟ੍ਰਸ ਆਕਸਾਈਡ (N₂O) ਵਰਗੀਆਂ ਸਕਤੀਸ਼ਾਲੀ ਗ੍ਰੀਨਹਾਊਸ ਗੈਸਾਂ ਨੂੰ ਛੱਡਦੇ ਹਨ।: [716, 675, 1010, 734]
- article-3-photo: [338, 1346, 634, 1578]
- paragraph: ਸਮੁੰਦਰ ਲਗਭਗ 30% CO₂ ਉਤਸਰਜਨਾਂ ਨੂੰ ਅਵਸ਼ੋਸ਼ਿਤ ਕਰਦਾ ਹੈ, ਇਸ ਨਾਲ ਅਮਲੀਕਰਨ ਹੁੰਦਾ ਹੈ। ਇਹ ਕੋਰਲ ਰੀਫ, ਖੋਲ੍ਹ ਵਾਲੇ ਜੀਵ ਅਤੇ ਸਮੁੰਦਰੀ ਜੀਵ ਵਿਵਿਧਤਾ ਨੂੰ ਮੁੜਤ ਵਿੱਚ ਪਾਉਂਦਾ ਹੈ, ਜੋ ਕਿ ਪੂਰੇ ਪਰਿਸਥਿਤਿਕ ਤੰਤ੍ਰ ਅਤੇ ਮਨੁੱਖੀ ਖੁਰਾਕ ਦੇ ਸਰੋਤਾਂ ਨੂੰ ਵਿਧਮਾਨਿਤ ਕਰ ਸਕਦਾ ਹੈ।: [700, 1324, 1010, 1418]
- article-2-ad-card[interactable]: [346, 1195, 638, 1265]
- footer-social-email[interactable]: [490, 1906, 715, 1928]
- footer-social-facebook[interactable]: [266, 1906, 455, 1928]
- paragraph: 6. ਲੋਕਾਂ ਵਿੱਚ ਜਾਗਰੂਕਤਾ ਅਤੇ ਸਿੱਖਿਆ।: [1030, 1016, 1214, 1031]
- footer-social-twitter[interactable]: [982, 1906, 1092, 1928]
- facebook-icon[interactable]: [363, 501, 372, 510]
- ad-phone-2: +91 70092-09345: [403, 1602, 469, 1613]
- footer-social-label: JSNPUNJAB: [1015, 1911, 1086, 1923]
- list-item: • ਤੇਜ਼ ਡੁੱਬਣਾਂ, ਭੂਚਾਲ ਅਤੇ ਤੂਫਾਨ ਲਈ ਖੱਤਰਾ ਵੱਧ ਗਿਆ ਹੈ।: [716, 1547, 1010, 1567]
- footer-contact-phone-2: 78884-66199: [890, 1946, 1115, 1986]
- ad-social-icons: [403, 1639, 493, 1648]
- list-item: • ਹਰਿਆਲੀ ਲਹਿਰਾਂ ਅਕੁਰਸ ਧਰਤੀ ਨੂੰ ਪ੍ਰਭਾਵਿਤ ਕਰ ਸਕਦੀਆਂ ਹਨ।: [716, 1503, 1010, 1542]
- brand-block: [1070, 33, 1340, 89]
- ad-phone-2: +91 70092-09345: [411, 1214, 477, 1225]
- article-3-byline: ਕੋਠੇਆਂਵਾ ਗੁਰਦੀਪ: [138, 1711, 220, 1726]
- instagram-icon[interactable]: [415, 1639, 424, 1648]
- author-org: ਸ੍ਰੀ ਅੰਮ੍ਰਿਤਸਰ ਸਾਹਿਬ: [1128, 1386, 1242, 1401]
- poem-line: ਆਖਿਰ ਉਹ ਨੂੰ ਵੀ ਗੁੱਸਾ ਆਏ: [94, 359, 224, 374]
- global-warming-body-right: [1030, 168, 1340, 1602]
- paragraph: ਧਰਤੀ ਦਾ ਸਰਵਸਾਮਾਨ ਤਾਪਮਾਨ ਪੂਰਵ-ਉਦਯੋਗਿਕ ਸਮਿਆਂ ਤੋਂ ਲਗਭਗ 1.2°C (2.2°F) ਵਧ ਗਿਆ ਹੈ। ਜਦੋਂ ਕਿ ਇਹ ਘੱਟ ਸਮਰੀਆਂ ਜਾ ਸਕਦਾ ਹੈ ਪਰ ਇਹ ਗਲੋਬਲ ਬਦਲਾਵਾਂ ਨਾਲ ਵੀ ਵਿਸ਼ਾਲ ਮੌਸਮੀ ਬਦਲਾਅ ਉੱਤੇ ਪ੍ਰਭਾਵ ਪੈ ਸਕਦੇ ਹਨ।: [700, 941, 1010, 1015]
- footer-social-instagram[interactable]: [750, 1906, 947, 1928]
- list-item: 3. ਖੇਤੀਬਾੜੀ ਦੇ ਤਰੀਕੇ ਜਿਸ ਵਿੱਚ ਪਸ਼ੂਆਂ ਤੋਂ ਮੀਥੇਨ ਗੈਸਾਂ ਦਾ ਉਤਪਾਦਨ ਅਤੇ ਰਾਸਾਇਣਕ ਖਾਦਾਂ ਦੀ ਬਹੁਤ ਜ਼ਿਆਦਾ ਵਰਤੋਂ ਕਰਨਾ ਹੈ।: [716, 611, 1010, 670]
- brand-emblem-icon: [1180, 46, 1210, 76]
- poem-divider: --------------------------------: [92, 594, 226, 609]
- paragraph: 1. ਨਵਿਆਉਣਯੋਗ ਊਰਜਾ (ਸੂਰਜੀ, ਹਵਾ, ਪਾਣੀ ਅਤੇ ਭੂ ਗਰਭੀ ਊਰਜਾ) ਵੀ ਵਰਤੋਂ।: [1030, 861, 1340, 896]
- beard-shape: [1146, 1529, 1226, 1563]
- author-signature: [1030, 1343, 1340, 1424]
- paragraph: ਹਾਲਾਂਹੀ, ਸੁੱਕੇ ਹਾਲਾਤਾਂ ਨੇ ਕੈਲੀਫੋਰਨੀਆ, ਆਸਟ੍ਰੇਲੀਆ ਅਤੇ ਐਮਾਜ਼ਾਨ ਵਰਗੇ ਇਲਾਕਿਆਂ ਵਿੱਚ ਜੰਗਲਾਂ ਦੀ ਅੱਗ ਨੂੰ ਤੇਜ਼ ਕੀਤਾ ਹੈ। ਇਹਨਾਂ ਅੱਗਾਂ ਨਾ ਸਿਰਫ਼ ਜੀਵ ਵਿਵਿਧਤਾ ਨੂੰ ਨਸ਼ਟ ਕਰਦੀ ਹੈ ਬਲਕਿ ਇਹ ਵਾਤਾਵਰਨ ਵਿੱਚ ਭਾਰੀ ਮਾਤਰਾ ਵਿੱਚ CO₂ ਛੱਡਦੀ ਹੈ, ਜਿਸ ਨਾਲ ਇੱਕ ਦੁਰਘਟਨਾ ਚੱਕਰ ਬਣਦਾ ਹੈ।: [1030, 323, 1340, 417]
- twitter-icon[interactable]: [447, 1250, 456, 1259]
- paragraph: ਗਲੋਬਲ ਵਾਰਮਿੰਗ ਕੋਈ ਭਵਿੱਖ ਦੀ ਸਮੱਸਿਆ ਨਹੀਂ ਹੈ ਬਲਕਿ ਇਹ ਹੁਣ ਵਰਤਮਾਨ ਦੀ ਹਕੀਕਤ ਹੈ। ਵਿਗਿਆਨੀ ਚੇਤਾਵਨੀ ਦਿੰਦੇ ਹਨ ਕਿ ਜੇਕਰ ਮੌਜੂਦਾ ਰੁਝਾਨ ਜਾਰੀ ਰਹੇ ਤਾਂ ਧਰਤੀ ਅਗਲੇ ਦਹਾਕੇ ਵਿੱਚ ਮਹੱਤਵਪੂਰਨ 1.5°C ਸੀਮਾ ਨੂੰ ਪਾਰ ਕਰ ਸਕਦੀ ਹੈ, ਜਿਸ ਦੇ ਮਾਰੂ ਨਤੀਜੇ ਹੋ ਸਕਦੇ ਹਨ। ਇਸ ਵਿੱਚ ਐਸੀ ਚੁਣੌਤੀ ਹੈ ਜੇ ਸਰਕਾਰਾਂ, ਵਿਚਾਰਧਾਰਾਵਾਂ ਅਤੇ ਪ੍ਰਿੰਜੀਆਂ ਤੋਂ ਉੱਪਰ ਹੈ। ਸਾਨੂੰ ਹੁਣ ਕਰਨ ਲਈ ਤੁਰੰਤ ਵੱਢੇ ਅਤੇ ਇਤਿਹਾਸਿਕ ਵਾਲੀ ਵਿਸ਼ਵ ਪੱਧਰ ਕਾਰਵਾਈ ਦੀ ਲੋੜ ਹੈ। ਮੁੱਖ ਅੰਤਰ ਇਹ ਹੈ ਕਿ ਸਿਰਫ਼ ਆਪਣੇ ਵਾਤਾਵਰਨ ਦੀ ਨਹੀਂ, ਬਲਕਿ ਧਰਤੀ 'ਤੇ ਜੀਵਨ ਦੇ ਭਵਿੱਖ ਦੀ ਵੀ ਰੱਖਿਆ ਕਰਨੀ ਹੈ।: [1030, 1156, 1340, 1330]
- effect-2-title: 2. ਗਲੇਸ਼ੀਅਰ ਬਰਫ਼ ਅਤੇ ਗਲੇਸ਼ੀਅਰਾਂ ਦਾ ਪਿਘਲਾਵ: [741, 1028, 969, 1043]
- footer-social-label: JAN SHAKTI NEWS PUJAB: [299, 1911, 449, 1923]
- ad-contact-lines: [411, 1201, 501, 1259]
- footer-social-label: EDITOR@JANSHAKTINEWS.COM: [523, 1911, 709, 1923]
- section-title: ਸਾਹਿਤ-ਸਮਾਜਿਕ: [34, 44, 222, 77]
- poem-line: ਪਹਿਲਾਂ ਜਾਨਵਰ ਅਤੇ ਪੰਛੀ ਮੁਕਾਏ: [85, 167, 233, 182]
- paragraph: 1. ਭੋਜਨ ਸੁਰੱਖਿਆ ਦੀ ਘਾਟ ਤੇਜ਼ੀ ਨਾਲ ਵੱਧ ਰਹੀ ਹੈ ਜਿਸ ਨਾਲ ਫਸਲਾਂ ਜੋ ਖੇਤੀਬਾੜੀ ਦੇ ਖੇਤਰਾਂ ਦਾ ਬਦਲਣਾ ਨਿਰੰਤਰ ਜਾਰੀ ਹੈ।: [1030, 541, 1340, 576]
- ad-contact-lines: [363, 452, 453, 510]
- ad-website[interactable]: www.janshaktinews.com: [403, 1626, 493, 1636]
- article-2-text-col-b: [346, 709, 646, 987]
- article-1-photo: [298, 165, 598, 440]
- poem-line: ਬੀਮਾਰੀਆਂ ਦੇ ਅਸੀਂ ਪੂੰਡ ਬਣਾਏ: [90, 231, 228, 246]
- footer-social-label: JAN SHAKTI NEWS PUJAB: [76, 1911, 225, 1923]
- footer-contact-label: ਸੰਪਰਕ ਕਰੋ:-: [34, 1946, 214, 1986]
- masthead-divider: [34, 92, 1340, 95]
